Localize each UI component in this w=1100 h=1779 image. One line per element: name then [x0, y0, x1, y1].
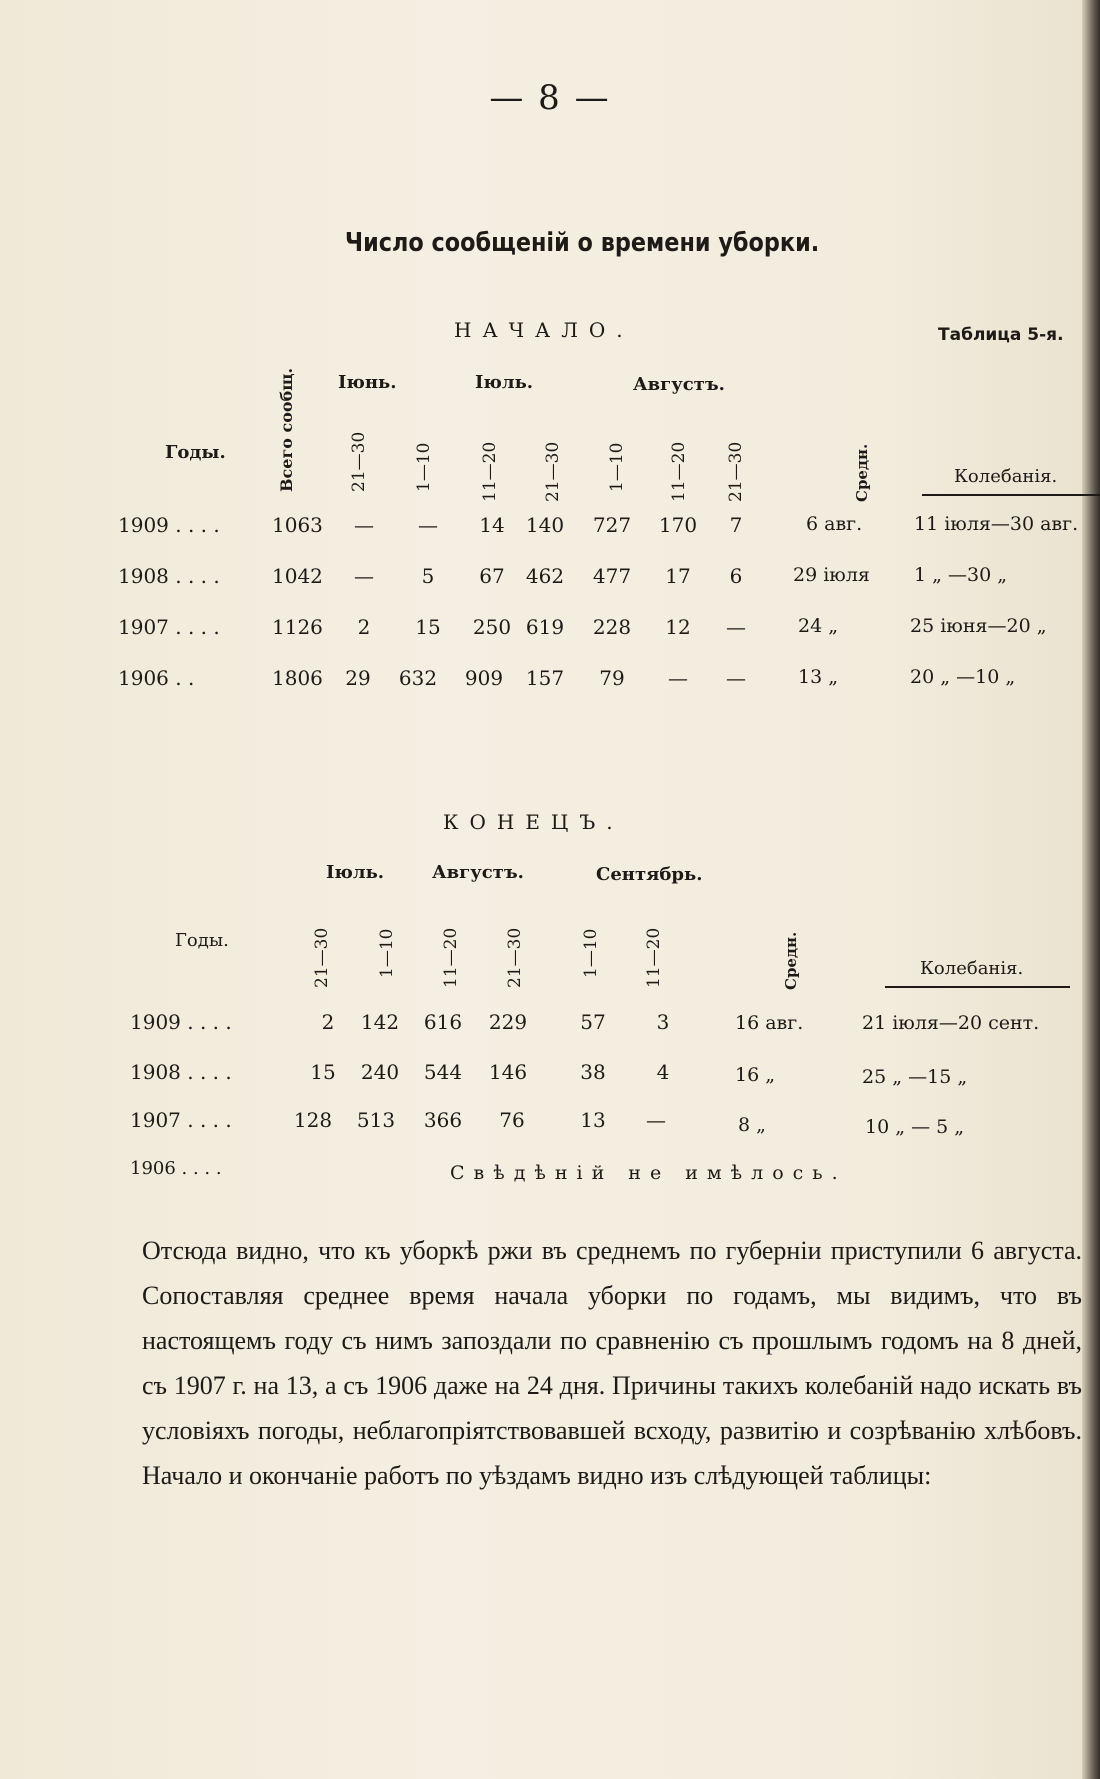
row-mean: 16 „ — [735, 1064, 776, 1086]
row-value: 544 — [423, 1060, 463, 1084]
row-value: 79 — [599, 666, 625, 690]
row-year: 1908 . . . . — [130, 1060, 232, 1084]
row-value: 15 — [415, 615, 441, 639]
mean-header: Средн. — [782, 931, 800, 990]
row-value: 366 — [423, 1108, 463, 1132]
row-total: 1063 — [272, 513, 323, 537]
period-header: 21—30 — [349, 431, 369, 492]
row-value: 2 — [357, 615, 371, 639]
month-july: Іюль. — [326, 862, 385, 883]
row-year: 1909 . . . . — [130, 1010, 232, 1034]
row-value: 477 — [592, 564, 632, 588]
period-header: 11—20 — [644, 927, 664, 988]
row-mean: 29 іюля — [793, 564, 870, 586]
row-total: 1806 — [272, 666, 323, 690]
row-year: 1907 . . . . — [130, 1108, 232, 1132]
period-header: 1—10 — [607, 442, 627, 492]
row-year: 1907 . . . . — [118, 615, 220, 639]
row-mean: 16 авг. — [735, 1012, 804, 1034]
row-value: 57 — [580, 1010, 606, 1034]
table-title: Число сообщеній о времени уборки. — [345, 228, 820, 258]
period-header: 21—30 — [505, 927, 525, 988]
start-heading: НАЧАЛО. — [454, 318, 634, 342]
period-header: 11—20 — [480, 441, 500, 502]
row-value: 616 — [423, 1010, 463, 1034]
row-value: 146 — [488, 1060, 528, 1084]
row-value: 228 — [592, 615, 632, 639]
row-value: 38 — [580, 1060, 606, 1084]
row-value: — — [668, 666, 688, 690]
row-value: 29 — [345, 666, 371, 690]
row-value: 2 — [321, 1010, 335, 1034]
row-value: 619 — [525, 615, 565, 639]
row-value: 17 — [665, 564, 691, 588]
row-value: 462 — [525, 564, 565, 588]
range-header: Колебанія. — [920, 958, 1024, 979]
period-header: 21—30 — [312, 927, 332, 988]
month-august: Августъ. — [633, 374, 725, 395]
row-value: 12 — [665, 615, 691, 639]
row-value: 67 — [479, 564, 505, 588]
range-header: Колебанія. — [954, 466, 1058, 487]
row-value: 76 — [499, 1108, 525, 1132]
row-value: 727 — [592, 513, 632, 537]
body-paragraph: Отсюда видно, что къ уборкѣ ржи въ среднемъ по губерніи приступили 6 августа. Сопоставляя среднее время начала уборки по годамъ, мы видимъ, что въ настоящемъ году съ нимъ запоздали по сравненію съ прошлымъ годомъ на 8 дней, съ 1907 г. на 13, а съ 1906 даже на 24 дня. Причины такихъ колебаній надо искать въ условіяхъ погоды, неблагопріятствовавшей всходу, развитію и созрѣванію хлѣбовъ. Начало и окончаніе работъ по уѣздамъ видно изъ слѣдующей таблицы: — [142, 1236, 1082, 1490]
row-value: 513 — [356, 1108, 396, 1132]
mean-header: Средн. — [853, 443, 871, 502]
row-mean: 8 „ — [738, 1114, 766, 1136]
row-year: 1906 . . — [118, 666, 195, 690]
row-value: 909 — [464, 666, 504, 690]
row-year: 1906 . . . . — [130, 1158, 222, 1179]
row-range: 20 „ —10 „ — [910, 666, 1016, 688]
row-value: 5 — [421, 564, 435, 588]
row-value: 4 — [656, 1060, 670, 1084]
row-value: 14 — [479, 513, 505, 537]
period-header: 21—30 — [726, 441, 746, 502]
table-number-label: Таблица 5-я. — [938, 325, 1064, 345]
page-edge-shadow — [1082, 0, 1100, 1779]
range-underline — [922, 494, 1100, 496]
page-number: — 8 — — [489, 78, 611, 118]
row-value: — — [646, 1108, 666, 1132]
row-value: 7 — [729, 513, 743, 537]
row-value: 157 — [525, 666, 565, 690]
row-mean: 24 „ — [798, 615, 839, 637]
row-value: 13 — [580, 1108, 606, 1132]
row-value: — — [726, 666, 746, 690]
row-value: 229 — [488, 1010, 528, 1034]
row-range: 1 „ —30 „ — [914, 564, 1008, 586]
row-range: 10 „ — 5 „ — [865, 1116, 965, 1138]
month-june: Іюнь. — [338, 372, 397, 393]
period-header: 1—10 — [581, 928, 601, 978]
period-header: 11—20 — [441, 927, 461, 988]
row-value: 240 — [360, 1060, 400, 1084]
row-year: 1909 . . . . — [118, 513, 220, 537]
period-header: 21—30 — [543, 441, 563, 502]
row-range: 11 іюля—30 авг. — [914, 513, 1079, 535]
years-header: Годы. — [165, 442, 226, 463]
row-total: 1126 — [272, 615, 323, 639]
month-august: Августъ. — [432, 862, 524, 883]
row-value: 632 — [398, 666, 438, 690]
period-header: 1—10 — [414, 442, 434, 492]
row-range: 25 „ —15 „ — [862, 1066, 968, 1088]
row-mean: 6 авг. — [806, 513, 863, 535]
row-range: 25 іюня—20 „ — [910, 615, 1047, 637]
no-data-note: Свѣдѣній не имѣлось. — [450, 1162, 847, 1184]
end-heading: КОНЕЦЪ. — [443, 810, 624, 834]
years-header: Годы. — [175, 930, 229, 951]
row-value: — — [354, 513, 374, 537]
total-header: Всего сообщ. — [277, 367, 296, 492]
range-underline — [885, 986, 1070, 988]
row-value: 15 — [310, 1060, 336, 1084]
row-year: 1908 . . . . — [118, 564, 220, 588]
row-mean: 13 „ — [798, 666, 839, 688]
row-value: 170 — [658, 513, 698, 537]
row-value: — — [354, 564, 374, 588]
row-value: 6 — [729, 564, 743, 588]
month-july: Іюль. — [475, 372, 534, 393]
row-value: — — [726, 615, 746, 639]
row-value: 128 — [293, 1108, 333, 1132]
row-value: — — [418, 513, 438, 537]
row-value: 250 — [472, 615, 512, 639]
row-value: 140 — [525, 513, 565, 537]
period-header: 1—10 — [377, 928, 397, 978]
row-value: 3 — [656, 1010, 670, 1034]
period-header: 11—20 — [669, 441, 689, 502]
row-value: 142 — [360, 1010, 400, 1034]
row-total: 1042 — [272, 564, 323, 588]
month-september: Сентябрь. — [596, 864, 703, 885]
row-range: 21 іюля—20 сент. — [862, 1012, 1040, 1034]
